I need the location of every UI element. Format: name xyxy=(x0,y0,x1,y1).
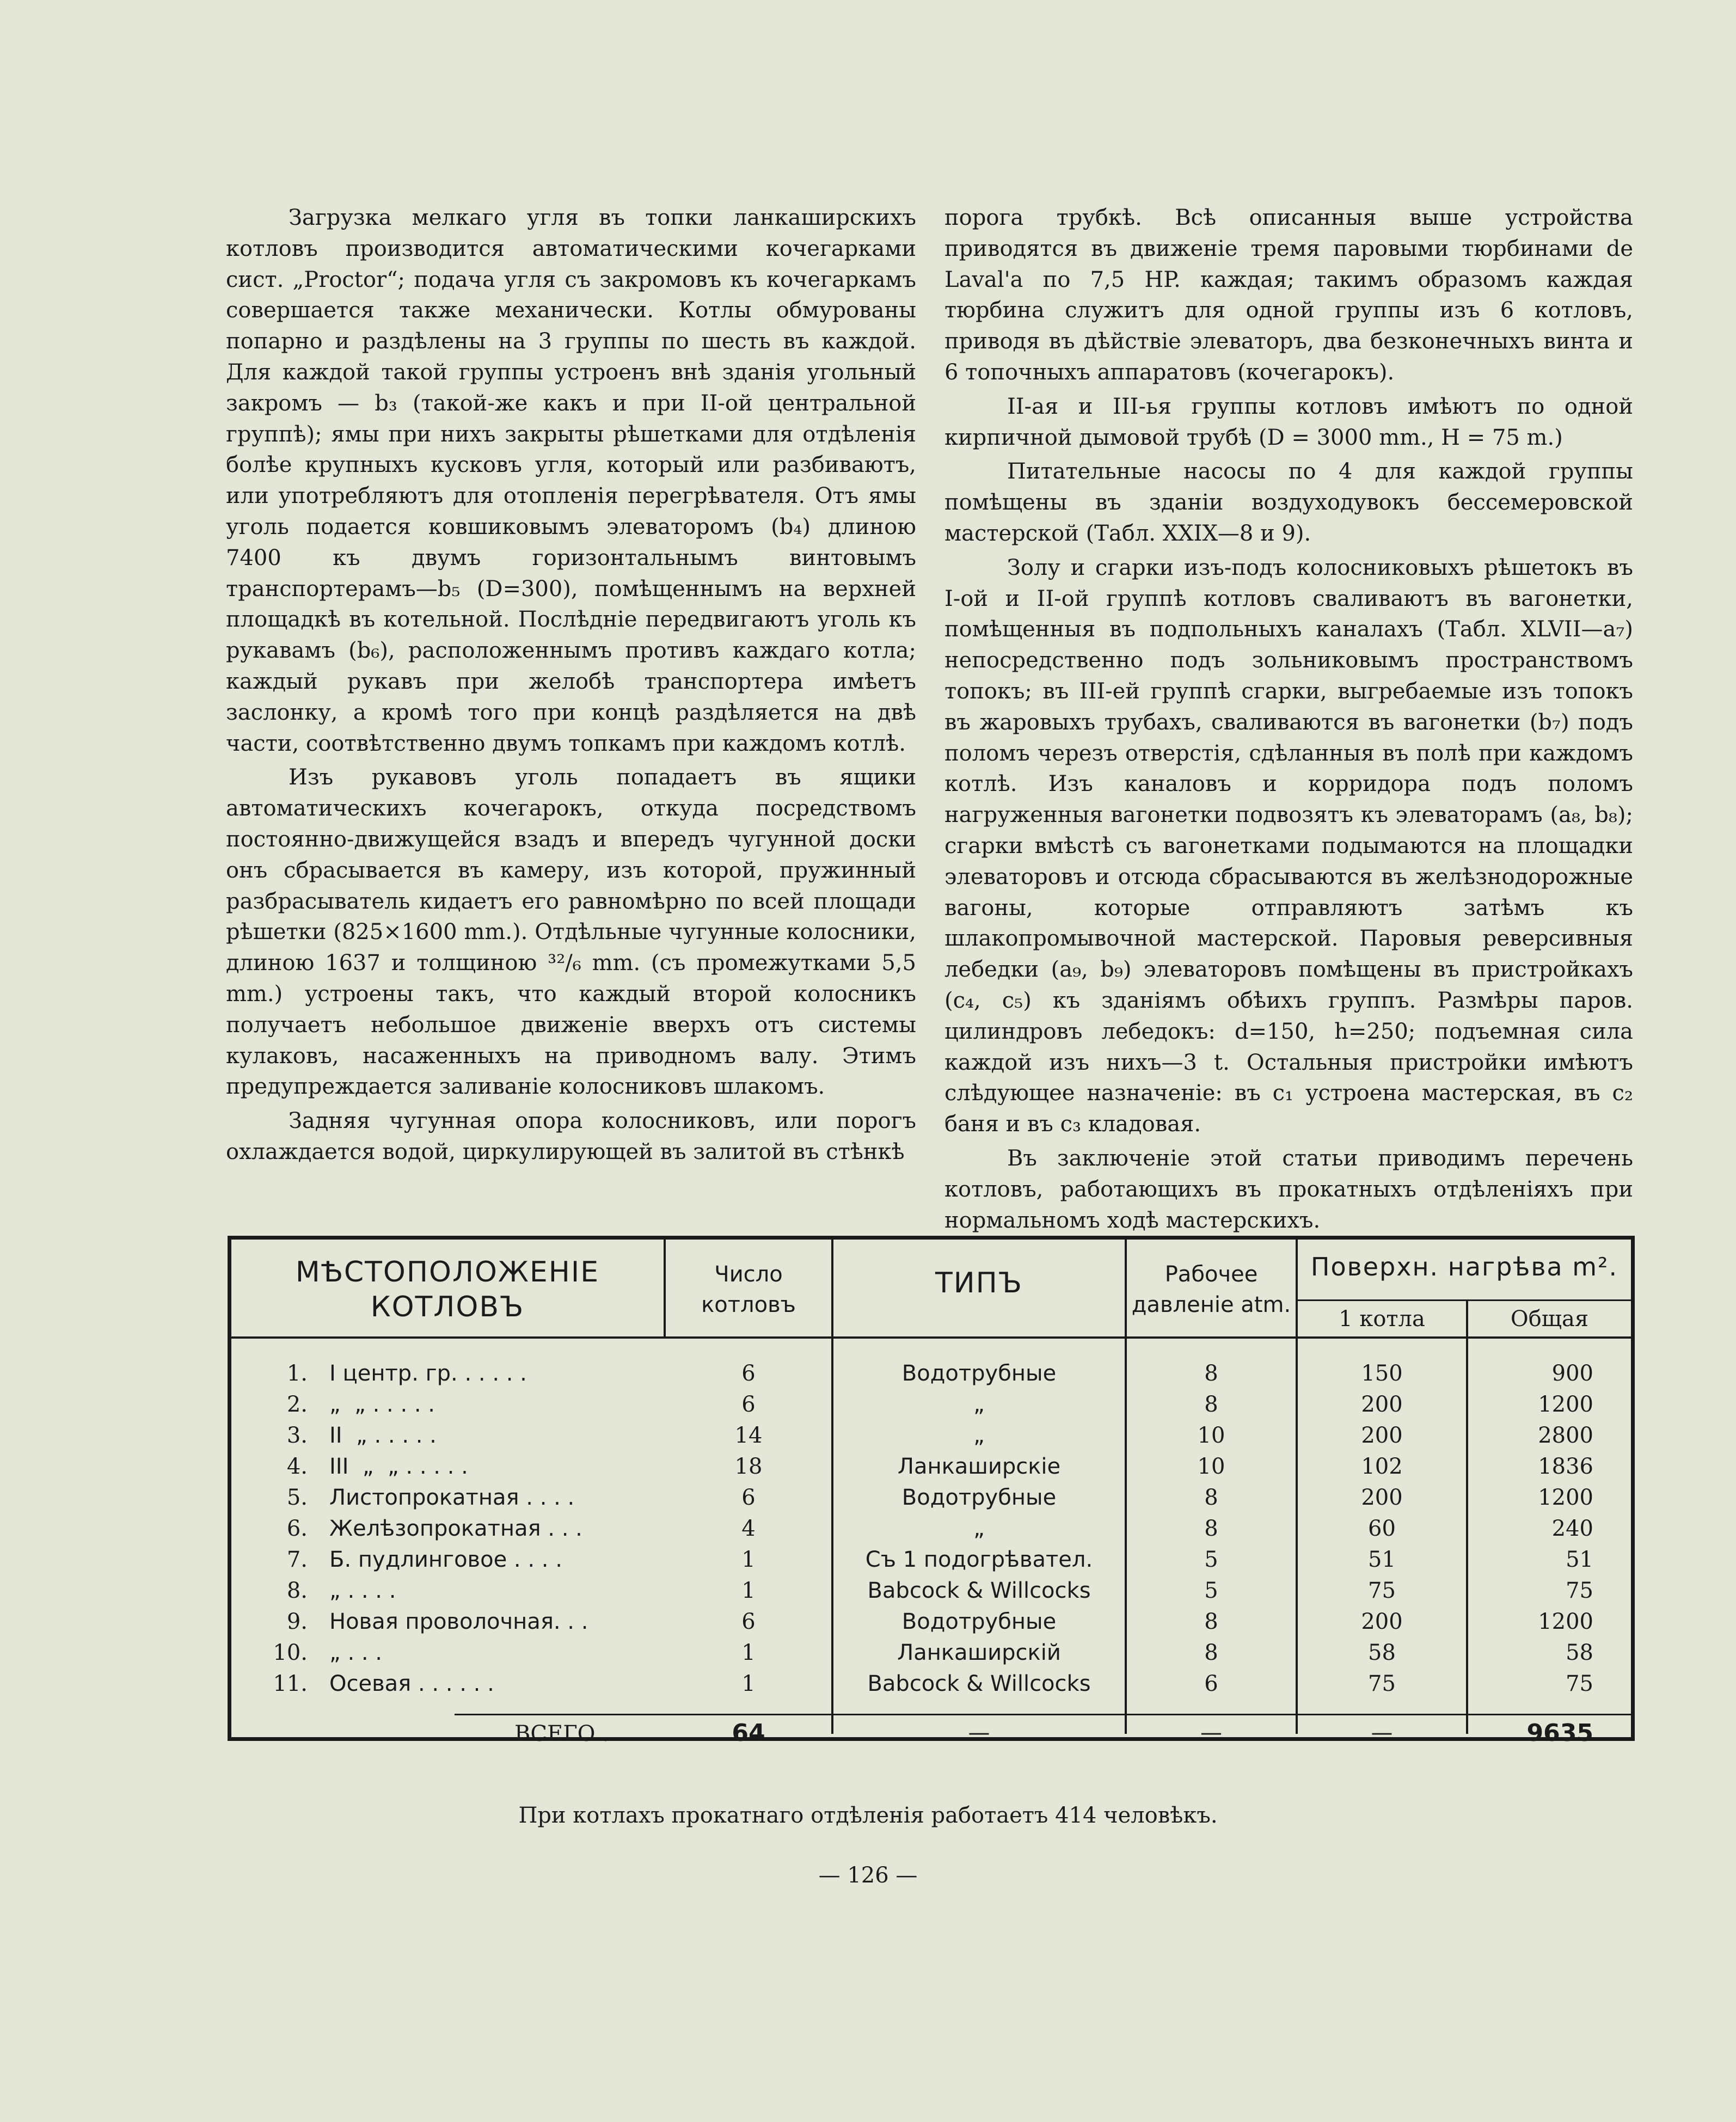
row-type: Ланкаширскіе xyxy=(897,1454,1061,1479)
total-label: ВСЕГО . xyxy=(514,1721,609,1746)
row-surface-total: 58 xyxy=(1566,1640,1593,1665)
row-number: 5. xyxy=(286,1485,308,1510)
boiler-table xyxy=(228,1236,1635,1747)
row-surface-one: 75 xyxy=(1368,1671,1396,1696)
row-location: I центр. гр. . . . . . xyxy=(329,1361,527,1386)
row-surface-one: 51 xyxy=(1368,1547,1396,1572)
row-number: 1. xyxy=(286,1361,308,1386)
row-type: „ xyxy=(973,1423,985,1448)
header-divider xyxy=(231,1336,1631,1339)
row-count: 1 xyxy=(741,1578,756,1603)
row-pressure: 6 xyxy=(1204,1671,1218,1696)
paragraph: Изъ рукавовъ уголь попадаетъ въ ящики автоматическихъ кочегарокъ, откуда посредствомъ постоянно-движущейся взадъ и впередъ чугунной доски онъ сбрасывается въ камеру, изъ которой, пружинный разбрасыватель кидаетъ его равномѣрно по всей площади рѣшетки (825×1600 mm.). Отдѣльные чугунные колосники, длиною 1637 и толщиною ³²/₆ mm. (съ промежутками 5,5 mm.) устроены такъ, что каждый второй колосникъ получаетъ небольшое движеніе вверхъ отъ системы кулаковъ, насаженныхъ на приводномъ валу. Этимъ предупреждается заливаніе колосниковъ шлакомъ. xyxy=(226,765,916,1100)
header-count: Число котловъ xyxy=(701,1262,796,1317)
row-pressure: 8 xyxy=(1204,1516,1218,1541)
header-location: МѢСТОПОЛОЖЕНІЕ КОТЛОВЪ xyxy=(295,1256,600,1323)
row-type: Водотрубные xyxy=(901,1485,1057,1510)
row-surface-total: 1200 xyxy=(1538,1485,1593,1510)
header-pressure: Рабочее давленіе atm. xyxy=(1131,1262,1291,1317)
row-location: Б. пудлинговое . . . . xyxy=(329,1547,562,1572)
row-surface-total: 2800 xyxy=(1538,1423,1593,1448)
column-divider xyxy=(664,1336,666,1734)
row-type: Ланкаширскій xyxy=(897,1640,1061,1665)
page-number: — 126 — xyxy=(818,1863,918,1888)
row-pressure: 8 xyxy=(1204,1609,1218,1634)
row-location: Листопрокатная . . . . xyxy=(329,1485,575,1510)
paragraph: Питательные насосы по 4 для каждой группы помѣщены въ зданіи воздуходувокъ бессемеровской мастерской (Табл. XXIX—8 и 9). xyxy=(944,459,1633,546)
row-location: „ „ . . . . . xyxy=(329,1392,435,1417)
row-number: 11. xyxy=(273,1671,308,1696)
row-surface-total: 1200 xyxy=(1538,1609,1593,1634)
row-location: Осевая . . . . . . xyxy=(329,1671,494,1696)
total-type: — xyxy=(968,1720,990,1745)
total-sum: 9635 xyxy=(1526,1719,1593,1747)
total-divider xyxy=(455,1714,1631,1715)
paragraph: порога трубкѣ. Всѣ описанныя выше устройства приводятся въ движеніе тремя паровыми тюрбинами de Laval'а по 7,5 HP. каждая; такимъ образомъ каждая тюрбина служитъ для одной группы изъ 6 котловъ, приводя въ дѣйствіе элеваторъ, два безконечныхъ винта и 6 топочныхъ аппаратовъ (кочегарокъ). xyxy=(944,205,1633,385)
row-count: 6 xyxy=(741,1392,756,1417)
row-count: 1 xyxy=(741,1547,756,1572)
row-surface-one: 60 xyxy=(1368,1516,1396,1541)
row-surface-one: 102 xyxy=(1361,1454,1403,1479)
row-count: 1 xyxy=(741,1640,756,1665)
total-pressure: — xyxy=(1200,1720,1222,1745)
row-surface-one: 200 xyxy=(1361,1485,1403,1510)
paragraph: Въ заключеніе этой статьи приводимъ перечень котловъ, работающихъ въ прокатныхъ отдѣленіяхъ при нормальномъ ходѣ мастерскихъ. xyxy=(944,1145,1633,1233)
row-number: 9. xyxy=(286,1609,308,1634)
header-surface-one: 1 котла xyxy=(1339,1307,1425,1332)
row-pressure: 8 xyxy=(1204,1361,1218,1386)
row-pressure: 8 xyxy=(1204,1485,1218,1510)
row-count: 6 xyxy=(741,1361,756,1386)
row-pressure: 5 xyxy=(1204,1578,1218,1603)
row-number: 6. xyxy=(286,1516,308,1541)
row-location: II „ . . . . . xyxy=(329,1423,437,1448)
row-surface-total: 75 xyxy=(1566,1671,1593,1696)
total-one: — xyxy=(1371,1720,1393,1745)
row-surface-total: 900 xyxy=(1551,1361,1593,1386)
row-count: 6 xyxy=(741,1609,756,1634)
paragraph: Загрузка мелкаго угля въ топки ланкаширскихъ котловъ производится автоматическими кочегарками сист. „Proctor“; подача угля съ закромовъ къ кочегаркамъ совершается также механически. Котлы обмурованы попарно и раздѣлены на 3 группы по шесть въ каждой. Для каждой такой группы устроенъ внѣ зданія угольный закромъ — b₃ (такой-же какъ и при II-ой центральной группѣ); ямы при нихъ закрыты рѣшетками для отдѣленія болѣе крупныхъ кусковъ угля, который или разбиваютъ, или употребляютъ для отопленія перегрѣвателя. Отъ ямы уголь подается ковшиковымъ элеваторомъ (b₄) длиною 7400 къ двумъ горизонтальнымъ винтовымъ транспортерамъ—b₅ (D=300), помѣщеннымъ на верхней площадкѣ въ котельной. Послѣдніе передвигаютъ уголь къ рукавамъ (b₆), расположеннымъ противъ каждаго котла; каждый рукавъ при желобѣ транспортера имѣетъ заслонку, а кромѣ того при концѣ раздѣляется на двѣ части, соотвѣтственно двумъ топкамъ при каждомъ котлѣ. xyxy=(226,205,916,756)
row-number: 7. xyxy=(286,1547,308,1572)
row-type: Babcock & Willcocks xyxy=(867,1578,1091,1603)
row-location: Новая проволочная. . . xyxy=(329,1609,588,1634)
row-surface-one: 58 xyxy=(1368,1640,1396,1665)
row-number: 8. xyxy=(286,1578,308,1603)
row-surface-one: 150 xyxy=(1361,1361,1403,1386)
header-type: ТИПЪ xyxy=(935,1267,1023,1299)
row-location: „ . . . . xyxy=(329,1578,396,1603)
row-number: 2. xyxy=(286,1392,308,1417)
row-surface-total: 75 xyxy=(1566,1578,1593,1603)
row-number: 4. xyxy=(286,1454,308,1479)
paragraph: Задняя чугунная опора колосниковъ, или порогъ охлаждается водой, циркулирующей въ залитой въ стѣнкѣ xyxy=(226,1108,916,1164)
row-surface-one: 200 xyxy=(1361,1609,1403,1634)
left-text-column xyxy=(226,203,916,1171)
row-pressure: 8 xyxy=(1204,1640,1218,1665)
table-caption: При котлахъ прокатнаго отдѣленія работаетъ 414 человѣкъ. xyxy=(518,1803,1218,1828)
row-number: 3. xyxy=(286,1423,308,1448)
row-number: 10. xyxy=(273,1640,308,1665)
row-location: Желѣзопрокатная . . . xyxy=(329,1516,582,1541)
row-type: „ xyxy=(973,1516,985,1541)
row-surface-total: 240 xyxy=(1551,1516,1593,1541)
row-location: III „ „ . . . . . xyxy=(329,1454,468,1479)
column-divider xyxy=(664,1240,666,1336)
paragraph: II-ая и III-ья группы котловъ имѣютъ по одной кирпичной дымовой трубѣ (D = 3000 mm., H = 75 m.) xyxy=(944,394,1633,450)
row-type: „ xyxy=(973,1392,985,1417)
row-surface-total: 51 xyxy=(1566,1547,1593,1572)
row-count: 18 xyxy=(734,1454,763,1479)
header-surface-total: Общая xyxy=(1510,1307,1589,1332)
right-text-column xyxy=(944,203,1633,1239)
row-surface-total: 1200 xyxy=(1538,1392,1593,1417)
row-surface-one: 75 xyxy=(1368,1578,1396,1603)
row-type: Babcock & Willcocks xyxy=(867,1671,1091,1696)
row-count: 14 xyxy=(734,1423,763,1448)
row-pressure: 10 xyxy=(1197,1423,1225,1448)
row-type: Водотрубные xyxy=(901,1361,1057,1386)
row-surface-one: 200 xyxy=(1361,1423,1403,1448)
row-surface-one: 200 xyxy=(1361,1392,1403,1417)
row-pressure: 8 xyxy=(1204,1392,1218,1417)
row-location: „ . . . xyxy=(329,1640,383,1665)
row-pressure: 5 xyxy=(1204,1547,1218,1572)
row-surface-total: 1836 xyxy=(1538,1454,1593,1479)
row-count: 6 xyxy=(741,1485,756,1510)
row-type: Съ 1 подогрѣвател. xyxy=(865,1547,1093,1572)
header-surface: Поверхн. нагрѣва m². xyxy=(1310,1252,1618,1281)
paragraph: Золу и сгарки изъ-подъ колосниковыхъ рѣшетокъ въ I-ой и II-ой группѣ котловъ сваливаютъ въ вагонетки, помѣщенныя въ подпольныхъ каналахъ (Табл. XLVII—a₇) непосредственно подъ зольниковымъ пространствомъ топокъ; въ III-ей группѣ сгарки, выгребаемые изъ топокъ въ жаровыхъ трубахъ, сваливаются въ вагонетки (b₇) подъ поломъ черезъ отверстія, сдѣланныя въ полѣ при каждомъ котлѣ. Изъ каналовъ и корридора подъ поломъ нагруженныя вагонетки подвозятъ къ элеваторамъ (a₈, b₈); сгарки вмѣстѣ съ вагонетками подымаются на площадки элеваторовъ и отсюда сбрасываются въ желѣзнодорожные вагоны, которые отправляютъ затѣмъ къ шлакопромывочной мастерской. Паровыя реверсивныя лебедки (a₉, b₉) элеваторовъ помѣщены въ пристройкахъ (c₄, c₅) къ зданіямъ обѣихъ группъ. Размѣры паров. цилиндровъ лебедокъ: d=150, h=250; подъемная сила каждой изъ нихъ—3 t. Остальныя пристройки имѣютъ слѣдующее назначеніе: въ c₁ устроена мастерская, въ c₂ баня и въ c₃ кладовая. xyxy=(944,555,1633,1137)
total-count: 64 xyxy=(732,1719,765,1747)
subheader-divider xyxy=(1296,1299,1631,1301)
row-count: 1 xyxy=(741,1671,756,1696)
row-type: Водотрубные xyxy=(901,1609,1057,1634)
row-pressure: 10 xyxy=(1197,1454,1225,1479)
row-count: 4 xyxy=(741,1516,756,1541)
